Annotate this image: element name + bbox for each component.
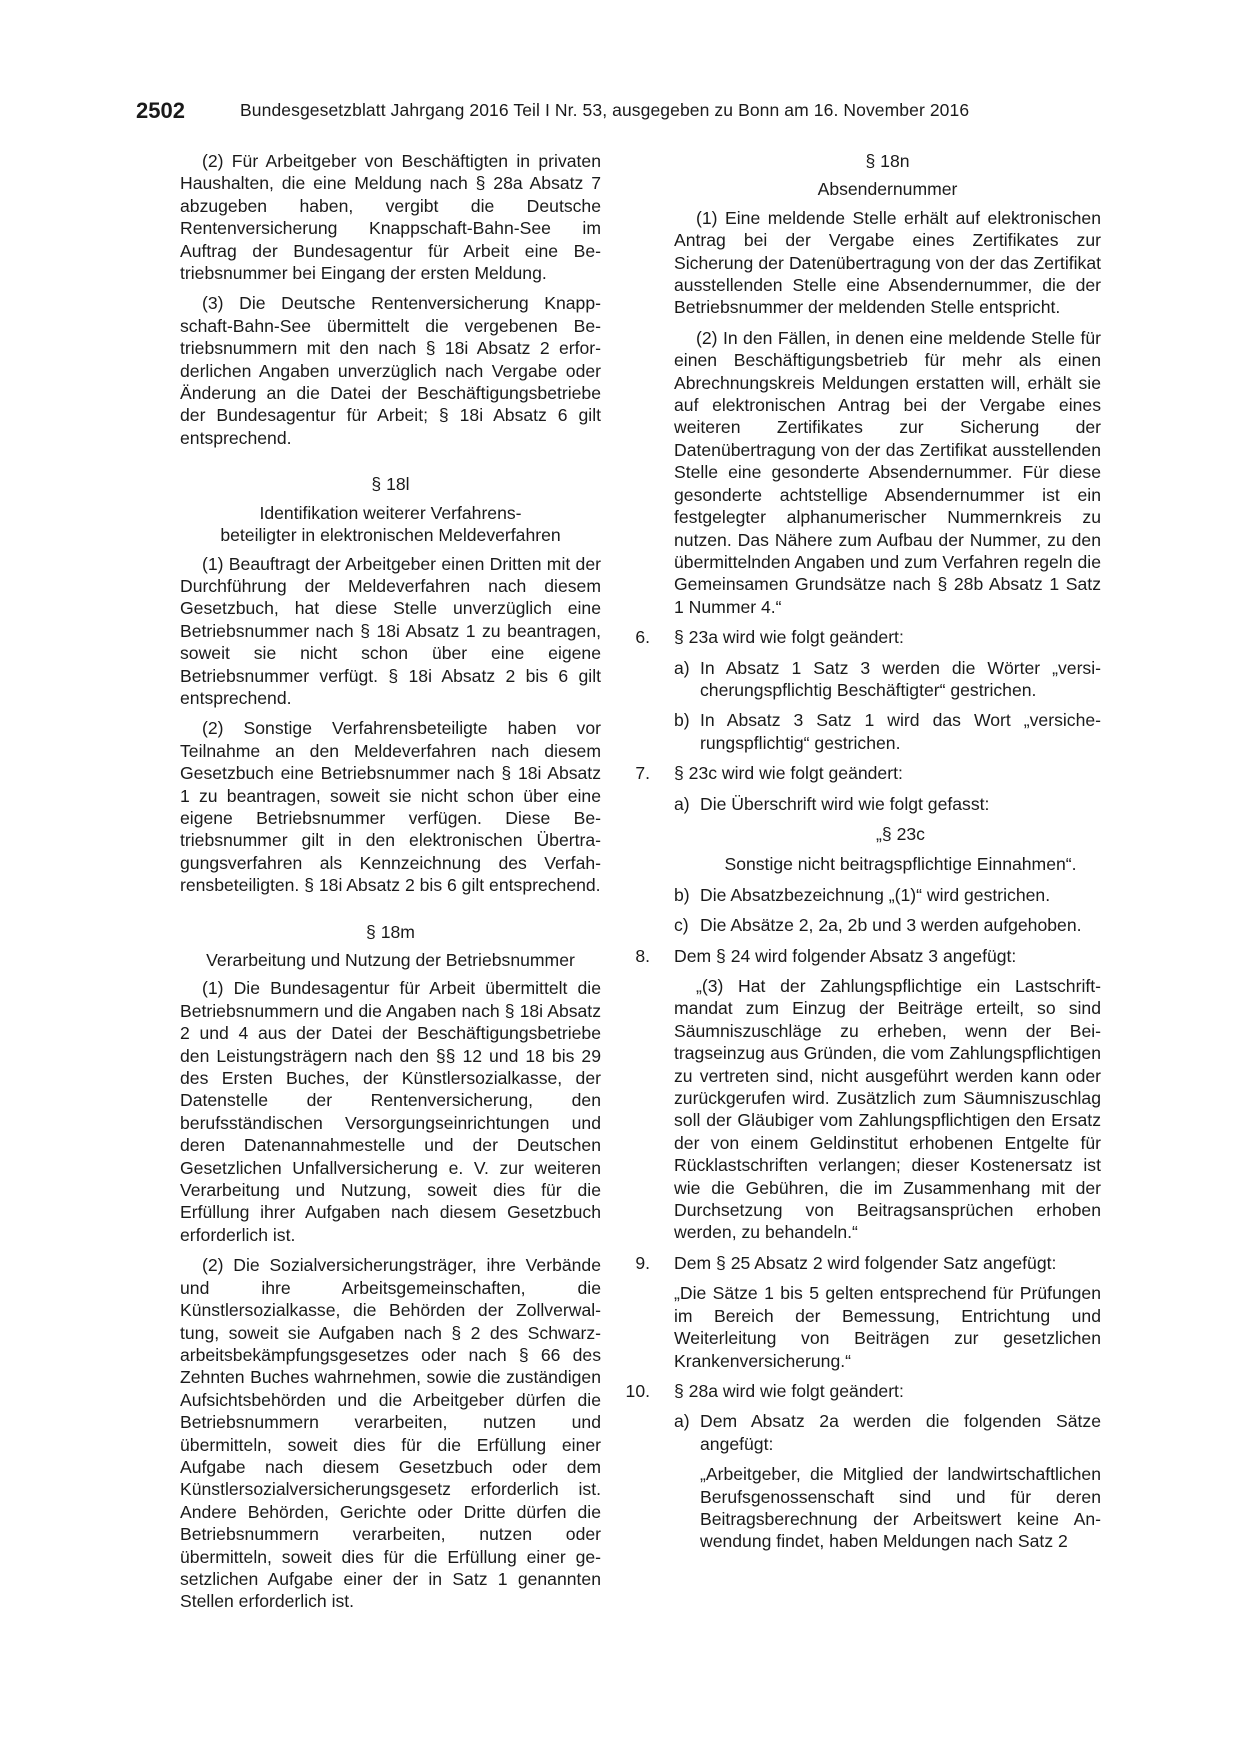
section-number: § 18l	[371, 474, 410, 495]
quoted-section-number: „§ 23c	[876, 823, 925, 844]
section-title-line: beteiligter in elektronischen Meldeverfahren	[220, 525, 561, 546]
item-text: § 23a wird wie folgt geändert:	[674, 627, 904, 648]
paragraph: (2) In den Fällen, in denen eine meldende Stelle für einen Beschäftigungsbetrieb für mehr als einen Abrechnungskreis Meldungen erstatten will, erhält sie auf elektronischen Antrag bei der Vergabe eines weiteren Zertifikates zur Sicherung der Datenübertragung von der das Zertifikat ausstellenden Stelle eine gesonderte Absendernummer. Für diese gesonderte achtstellige Absendernummer ist ein festgelegter alphanumerischer Nummernkreis zu nutzen. Das Nähere zum Aufbau der Nummer, zu den übermittelnden Angaben und zum Verfahren regeln die Gemeinsamen Grundsätze nach § 28b Absatz 1 Satz 1 Nummer 4.“	[674, 327, 1101, 617]
sub-item	[674, 914, 1101, 936]
sub-item-text: Die Absatzbezeichnung „(1)“ wird gestrichen.	[700, 884, 1051, 905]
item-number: 8.	[635, 945, 650, 966]
left-column	[180, 150, 601, 1621]
section-title: Absendernummer	[817, 179, 958, 200]
sub-item-text: Die Überschrift wird wie folgt gefasst:	[700, 793, 990, 814]
section-title: Verarbeitung und Nutzung der Betriebsnummer	[206, 950, 575, 970]
amendment-item	[625, 1380, 1101, 1402]
sub-item	[674, 884, 1101, 906]
amendment-item	[635, 626, 1101, 648]
sub-item-label: c)	[674, 915, 689, 936]
paragraph: (1) Die Bundesagentur für Arbeit übermittelt die Betriebsnummern und die Angaben nach § 18i Absatz 2 und 4 aus der Datei der Beschäftigungsbetriebe den Leistungsträgern nach den §§ 12 und 18 bis 29 des Ersten Buches, der Künstlersozialkasse, der Datenstelle der Rentenversicherung, den berufsständischen Versorgungseinrichtungen und deren Datenannahmestelle und der Deutschen Gesetzlichen Unfallversicherung e. V. zur weiteren Verarbeitung und Nutzung, soweit dies für die Erfüllung ihrer Aufgaben nach diesem Gesetzbuch erforderlich ist.	[180, 978, 601, 1245]
right-column	[625, 150, 1101, 1561]
amendment-item	[635, 1252, 1101, 1274]
item-number: 6.	[635, 627, 650, 648]
sub-item-text: In Absatz 1 Satz 3 werden die Wörter „versicherungspflichtig Beschäftigter“ gestrichen.	[700, 657, 1101, 700]
section-number: § 18n	[865, 151, 910, 171]
quoted-text: „(3) Hat der Zahlungspflichtige ein Lastschriftmandat zum Einzug der Beiträge erteilt, so sind Säumniszuschläge zu erheben, wenn der Beitragseinzug aus Gründen, die vom Zahlungspflichtigen zu vertreten sind, nicht ausgeführt werden kann oder zurückgerufen wird. Zusätzlich zum Säumniszuschlag soll der Gläubiger vom Zahlungspflichtigen den Ersatz der von einem Geldinstitut erhobenen Entgelte für Rücklastschriften verlangen; dieser Kostenersatz ist wie die Gebühren, die im Zusammenhang mit der Durchsetzung von Beitragsansprüchen erhoben werden, zu behandeln.“	[674, 976, 1101, 1243]
page-number: 2502	[136, 98, 185, 123]
paragraph: (3) Die Deutsche Rentenversicherung Knappschaft-Bahn-See übermittelt die vergebenen Betriebsnummern mit den nach § 18i Absatz 2 erforderlichen Angaben unverzüglich nach Vergabe oder Änderung an die Datei der Beschäftigungsbetriebe der Bundesagentur für Arbeit; § 18i Absatz 6 gilt entsprechend.	[180, 293, 601, 448]
paragraph: (2) Sonstige Verfahrensbeteiligte haben vor Teilnahme an den Meldeverfahren nach diesem Gesetzbuch eine Betriebsnummer nach § 18i Absatz 1 zu beantragen, soweit sie nicht schon über eine eigene Betriebsnummer verfügen. Diese Betriebsnummer gilt in den elektronischen Übertragungsverfahren als Kennzeichnung des Verfahrensbeteiligten. § 18i Absatz 2 bis 6 gilt entsprechend.	[180, 718, 601, 896]
sub-item	[674, 1410, 1101, 1455]
quoted-text: „Die Sätze 1 bis 5 gelten entsprechend für Prüfungen im Bereich der Bemessung, Entrichtung und Weiterleitung von Beiträgen zur gesetzlichen Krankenversicherung.“	[674, 1283, 1101, 1371]
section-number: § 18m	[366, 921, 415, 942]
item-number: 9.	[635, 1252, 650, 1273]
sub-item-text: Die Absätze 2, 2a, 2b und 3 werden aufgehoben.	[700, 915, 1082, 936]
sub-item-text: In Absatz 3 Satz 1 wird das Wort „versicherungspflichtig“ gestrichen.	[700, 710, 1101, 753]
sub-item	[674, 657, 1101, 702]
item-number: 10.	[625, 1380, 650, 1401]
item-text: § 28a wird wie folgt geändert:	[674, 1380, 904, 1401]
sub-item-label: b)	[674, 710, 690, 731]
sub-item-label: b)	[674, 884, 690, 905]
quoted-section-title: Sonstige nicht beitragspflichtige Einnahmen“.	[724, 854, 1077, 875]
paragraph: (2) Für Arbeitgeber von Beschäftigten in privaten Haushalten, die eine Meldung nach § 28a Absatz 7 abzugeben haben, vergibt die Deutsche Rentenversicherung Knappschaft-Bahn-See im Auftrag der Bundesagentur für Arbeit eine Betriebsnummer bei Eingang der ersten Meldung.	[180, 151, 601, 284]
quoted-heading	[674, 823, 1101, 876]
sub-item-label: a)	[674, 793, 690, 814]
sub-item	[674, 793, 1101, 815]
paragraph: (1) Eine meldende Stelle erhält auf elektronischen Antrag bei der Vergabe eines Zertifikates zur Sicherung der Datenübertragung von der das Zertifikat ausstellenden Stelle eine Absendernummer, die der Betriebsnummer der meldenden Stelle entspricht.	[674, 207, 1101, 318]
amendment-item	[635, 762, 1101, 784]
item-text: Dem § 24 wird folgender Absatz 3 angefügt:	[674, 945, 1017, 966]
sub-item	[674, 709, 1101, 754]
sub-item-text: Dem Absatz 2a werden die folgenden Sätze angefügt:	[700, 1411, 1101, 1454]
sub-item-label: a)	[674, 657, 690, 678]
paragraph: (2) Die Sozialversicherungsträger, ihre Verbände und ihre Arbeitsgemeinschaften, die Künstlersozialkasse, die Behörden der Zollverwaltung, soweit sie Aufgaben nach § 2 des Schwarzarbeitsbekämpfungsgesetzes oder nach § 66 des Zehnten Buches wahrnehmen, sowie die zuständigen Aufsichtsbehörden und die Arbeitgeber dürfen die Betriebsnummern verarbeiten, nutzen und übermitteln, soweit dies für die Erfüllung einer Aufgabe nach diesem Gesetzbuch oder dem Künstlersozialversicherungsgesetz erforderlich ist. Andere Behörden, Gerichte oder Dritte dürfen die Betriebsnummern verarbeiten, nutzen oder übermitteln, soweit dies für die Erfüllung einer gesetzlichen Aufgabe einer der in Satz 1 genannten Stellen erforderlich ist.	[180, 1255, 601, 1612]
sub-item-label: a)	[674, 1411, 690, 1432]
section-title-line: Identifikation weiterer Verfahrens-	[259, 502, 522, 523]
item-number: 7.	[635, 763, 650, 784]
amendment-item	[635, 945, 1101, 967]
quoted-text: „Arbeitgeber, die Mitglied der landwirtschaftlichen Berufsgenossenschaft sind und für deren Beitragsberechnung der Arbeitswert keine Anwendung findet, haben Meldungen nach Satz 2	[700, 1464, 1101, 1552]
gazette-title: Bundesgesetzblatt Jahrgang 2016 Teil I Nr. 53, ausgegeben zu Bonn am 16. November 2016	[240, 100, 970, 120]
paragraph: (1) Beauftragt der Arbeitgeber einen Dritten mit der Durchführung der Meldeverfahren nach diesem Gesetzbuch, hat diese Stelle unverzüglich eine Betriebsnummer nach § 18i Absatz 1 zu beantragen, soweit sie nicht schon über eine eigene Betriebsnummer verfügt. § 18i Absatz 2 bis 6 gilt entsprechend.	[180, 553, 601, 708]
item-text: § 23c wird wie folgt geändert:	[674, 763, 903, 784]
section-title	[180, 502, 601, 547]
page-header	[136, 98, 1112, 128]
item-text: Dem § 25 Absatz 2 wird folgender Satz angefügt:	[674, 1252, 1057, 1273]
